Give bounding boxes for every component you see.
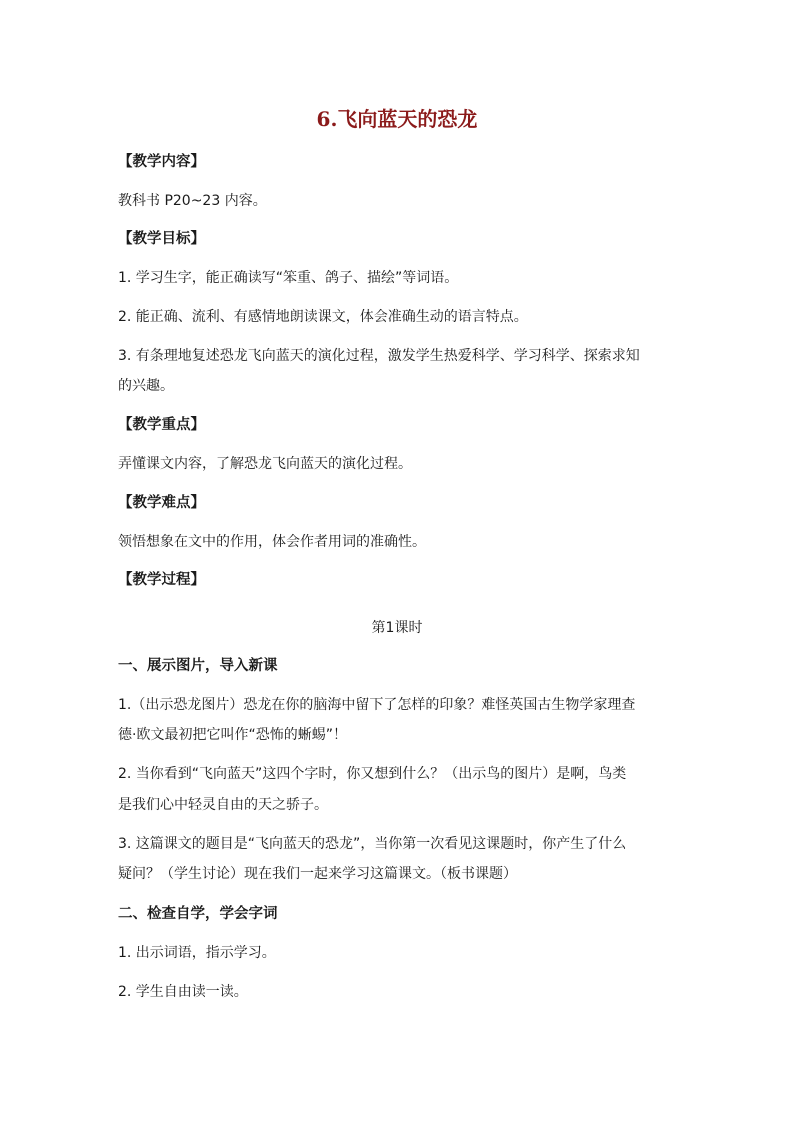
part2-item-2: 2. 学生自由读一读。 <box>118 984 248 1000</box>
keypoint-text: 弄懂课文内容，了解恐龙飞向蓝天的演化过程。 <box>118 456 412 472</box>
process-heading: 【教学过程】 <box>118 572 205 588</box>
part1-item1-line-1: 1.（出示恐龙图片）恐龙在你的脑海中留下了怎样的印象？难怪英国古生物学家理查 <box>118 697 636 713</box>
content-heading: 【教学内容】 <box>118 154 205 170</box>
period-label: 第1课时 <box>371 620 423 636</box>
part1-heading: 一、展示图片，导入新课 <box>118 658 278 674</box>
content-text: 教科书 P20~23 内容。 <box>118 193 267 209</box>
part1-item2-line-1: 2. 当你看到“飞向蓝天”这四个字时，你又想到什么？（出示鸟的图片）是啊，鸟类 <box>118 766 627 782</box>
part1-item3-line-2: 疑问？（学生讨论）现在我们一起来学习这篇课文。（板书课题） <box>118 866 517 882</box>
difficulty-text: 领悟想象在文中的作用，体会作者用词的准确性。 <box>118 534 426 550</box>
goal-3-line-2: 的兴趣。 <box>118 378 174 394</box>
goal-3-line-1: 3. 有条理地复述恐龙飞向蓝天的演化过程，激发学生热爱科学、学习科学、探索求知 <box>118 348 640 364</box>
part1-item2-line-2: 是我们心中轻灵自由的天之骄子。 <box>118 797 328 813</box>
keypoint-heading: 【教学重点】 <box>118 417 205 433</box>
difficulty-heading: 【教学难点】 <box>118 495 205 511</box>
part2-heading: 二、检查自学，学会字词 <box>118 906 278 922</box>
part1-item3-line-1: 3. 这篇课文的题目是“飞向蓝天的恐龙”，当你第一次看见这课题时，你产生了什么 <box>118 836 627 852</box>
goal-1: 1. 学习生字，能正确读写“笨重、鸽子、描绘”等词语。 <box>118 270 459 286</box>
part2-item-1: 1. 出示词语，指示学习。 <box>118 945 276 961</box>
part1-item1-line-2: 德·欧文最初把它叫作“恐怖的蜥蜴”！ <box>118 727 347 743</box>
document-title: 6.飞向蓝天的恐龙 <box>316 107 478 131</box>
goal-2: 2. 能正确、流利、有感情地朗读课文，体会准确生动的语言特点。 <box>118 309 528 325</box>
goals-heading: 【教学目标】 <box>118 231 205 247</box>
